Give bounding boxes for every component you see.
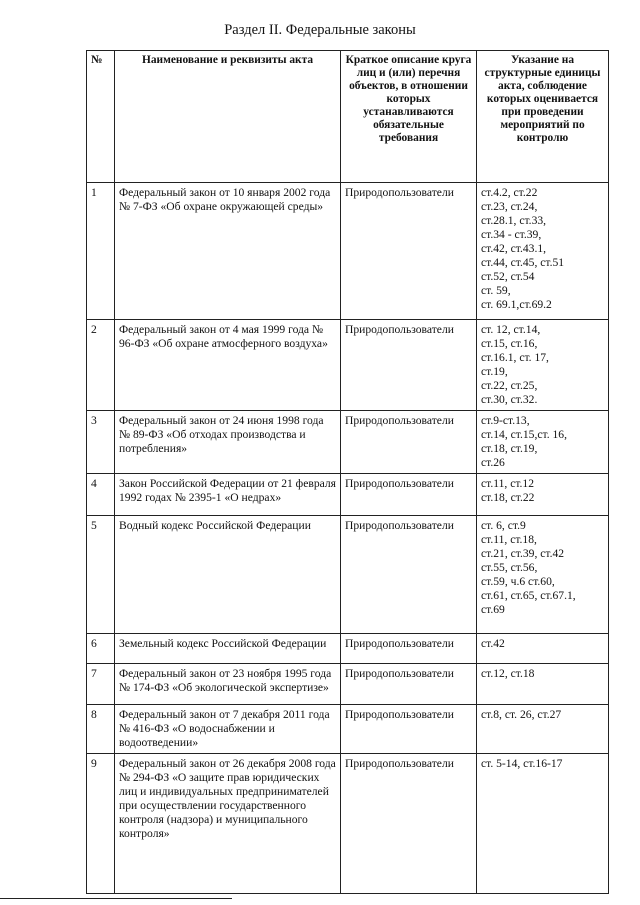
header-desc: Краткое описание круга лиц и (или) перечня объектов, в отношении которых устанавливаются обязательные требования (341, 51, 477, 183)
row-number: 5 (87, 516, 115, 634)
row-number: 1 (87, 183, 115, 320)
article-line: ст.4.2, ст.22 (481, 186, 538, 199)
table-row (87, 664, 609, 705)
subjects-description: Природопользователи (341, 183, 477, 320)
article-line: ст.11, ст.18, (481, 533, 537, 546)
article-line: ст.12, ст.18 (481, 667, 535, 680)
article-line: ст.55, ст.56, (481, 561, 538, 574)
row-number: 8 (87, 705, 115, 754)
table-row (87, 516, 609, 634)
table-body (87, 183, 609, 894)
table-row (87, 634, 609, 664)
act-articles (477, 411, 609, 474)
act-articles (477, 516, 609, 634)
article-line: ст.69 (481, 603, 505, 616)
article-line: ст. 12, ст.14, (481, 323, 541, 336)
row-number: 9 (87, 754, 115, 894)
act-name: Федеральный закон от 24 июня 1998 года № 89-ФЗ «Об отходах производства и потребления» (115, 411, 341, 474)
subjects-description: Природопользователи (341, 664, 477, 705)
act-name: Федеральный закон от 26 декабря 2008 года № 294-ФЗ «О защите прав юридических лиц и индивидуальных предпринимателей при осуществлении государственного контроля (надзора) и муниципального контроля» (115, 754, 341, 894)
act-name: Земельный кодекс Российской Федерации (115, 634, 341, 664)
subjects-description: Природопользователи (341, 516, 477, 634)
subjects-description: Природопользователи (341, 634, 477, 664)
article-line: ст.23, ст.24, (481, 200, 538, 213)
article-line: ст.18, ст.19, (481, 442, 538, 455)
subjects-description: Природопользователи (341, 411, 477, 474)
article-line: ст.16.1, ст. 17, (481, 351, 549, 364)
article-line: ст. 6, ст.9 (481, 519, 526, 532)
act-articles (477, 754, 609, 894)
article-line: ст.11, ст.12 (481, 477, 535, 490)
act-articles (477, 183, 609, 320)
article-line: ст.26 (481, 456, 505, 469)
table-row (87, 183, 609, 320)
act-articles (477, 705, 609, 754)
article-line: ст. 59, (481, 284, 511, 297)
article-line: ст.19, (481, 365, 508, 378)
subjects-description: Природопользователи (341, 705, 477, 754)
header-num: № (87, 51, 115, 183)
table-row (87, 754, 609, 894)
act-articles (477, 664, 609, 705)
article-line: ст.15, ст.16, (481, 337, 538, 350)
row-number: 3 (87, 411, 115, 474)
row-number: 7 (87, 664, 115, 705)
subjects-description: Природопользователи (341, 754, 477, 894)
article-line: ст.18, ст.22 (481, 491, 535, 504)
table-row (87, 411, 609, 474)
article-line: ст.28.1, ст.33, (481, 214, 547, 227)
federal-laws-table (86, 50, 609, 894)
article-line: ст. 69.1,ст.69.2 (481, 298, 552, 311)
article-line: ст.34 - ст.39, (481, 228, 542, 241)
article-line: ст.21, ст.39, ст.42 (481, 547, 565, 560)
act-name: Федеральный закон от 23 ноября 1995 года № 174-ФЗ «Об экологической экспертизе» (115, 664, 341, 705)
article-line: ст.9-ст.13, (481, 414, 530, 427)
article-line: ст.42 (481, 637, 505, 650)
act-name: Закон Российской Федерации от 21 февраля 1992 годах № 2395-1 «О недрах» (115, 474, 341, 516)
article-line: ст.42, ст.43.1, (481, 242, 547, 255)
act-articles (477, 634, 609, 664)
table-row (87, 705, 609, 754)
subjects-description: Природопользователи (341, 474, 477, 516)
subjects-description: Природопользователи (341, 320, 477, 411)
row-number: 2 (87, 320, 115, 411)
article-line: ст.8, ст. 26, ст.27 (481, 708, 562, 721)
footnote-separator (0, 898, 232, 899)
row-number: 6 (87, 634, 115, 664)
article-line: ст.44, ст.45, ст.51 (481, 256, 565, 269)
act-name: Федеральный закон от 10 января 2002 года № 7-ФЗ «Об охране окружающей среды» (115, 183, 341, 320)
article-line: ст.14, ст.15,ст. 16, (481, 428, 567, 441)
table-row (87, 320, 609, 411)
act-name: Федеральный закон от 7 декабря 2011 года № 416-ФЗ «О водоснабжении и водоотведении» (115, 705, 341, 754)
article-line: ст.30, ст.32. (481, 393, 538, 406)
article-line: ст.22, ст.25, (481, 379, 538, 392)
article-line: ст. 5-14, ст.16-17 (481, 757, 563, 770)
act-name: Федеральный закон от 4 мая 1999 года № 96-ФЗ «Об охране атмосферного воздуха» (115, 320, 341, 411)
header-name: Наименование и реквизиты акта (115, 51, 341, 183)
article-line: ст.52, ст.54 (481, 270, 535, 283)
row-number: 4 (87, 474, 115, 516)
header-ref: Указание на структурные единицы акта, соблюдение которых оценивается при проведении мероприятий по контролю (477, 51, 609, 183)
act-articles (477, 320, 609, 411)
table-row (87, 474, 609, 516)
table-header-row (87, 51, 609, 183)
act-name: Водный кодекс Российской Федерации (115, 516, 341, 634)
section-title: Раздел II. Федеральные законы (224, 22, 416, 38)
act-articles (477, 474, 609, 516)
article-line: ст.61, ст.65, ст.67.1, (481, 589, 576, 602)
article-line: ст.59, ч.6 ст.60, (481, 575, 555, 588)
